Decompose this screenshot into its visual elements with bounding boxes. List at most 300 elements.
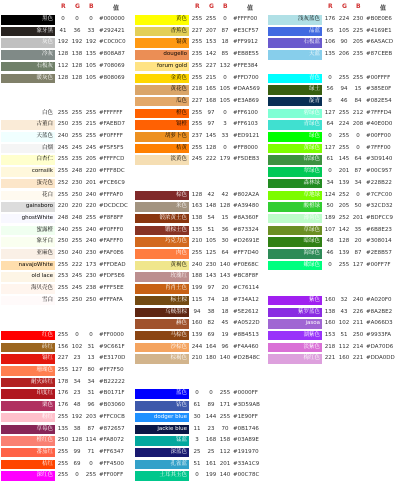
g-value: 245 bbox=[71, 144, 83, 151]
g-value: 255 bbox=[338, 261, 350, 268]
r-value: 94 bbox=[193, 308, 201, 315]
hex-value: #03A89E bbox=[233, 437, 259, 444]
g-value: 215 bbox=[205, 74, 217, 81]
color-row bbox=[268, 271, 401, 282]
hex-value: #40E0D0 bbox=[366, 121, 393, 128]
color-swatch: 印度红 bbox=[1, 389, 55, 399]
r-value: 34 bbox=[326, 179, 334, 186]
g-value: 168 bbox=[205, 437, 217, 444]
g-value: 36 bbox=[73, 27, 81, 34]
hex-value: #2E8B57 bbox=[366, 250, 392, 256]
hex-value: #00FF7F bbox=[366, 261, 391, 268]
r-value: 210 bbox=[191, 238, 203, 245]
b-value: 215 bbox=[85, 121, 97, 128]
color-swatch bbox=[268, 284, 322, 294]
b-value: 171 bbox=[219, 402, 231, 409]
hex-value: #3D59AB bbox=[233, 402, 260, 409]
color-row bbox=[135, 377, 268, 388]
r-value: 128 bbox=[191, 191, 203, 198]
hex-value: #A0522D bbox=[233, 320, 260, 327]
hex-value: #FDF5E6 bbox=[99, 273, 125, 280]
color-row bbox=[1, 435, 134, 446]
r-value: 25 bbox=[193, 448, 201, 455]
g-value: 127 bbox=[71, 367, 83, 373]
g-value: 69 bbox=[207, 331, 215, 338]
color-row bbox=[268, 84, 401, 95]
hex-value: #FF4500 bbox=[99, 460, 124, 467]
b-value: 87 bbox=[87, 425, 95, 432]
b-value: 201 bbox=[219, 460, 231, 467]
color-row bbox=[268, 318, 401, 329]
b-value: 214 bbox=[352, 343, 364, 350]
b-value: 112 bbox=[219, 448, 231, 455]
color-swatch: 黄绿色 bbox=[268, 144, 322, 154]
color-swatch: 灰色 bbox=[1, 38, 55, 48]
b-value: 208 bbox=[352, 121, 364, 128]
color-row bbox=[135, 435, 268, 446]
b-value: 230 bbox=[352, 16, 364, 22]
b-value: 255 bbox=[85, 133, 97, 139]
r-value: 240 bbox=[191, 261, 203, 268]
r-value: 128 bbox=[57, 74, 69, 81]
hex-value: #0000FF bbox=[233, 390, 258, 397]
hex-value: #D2B48C bbox=[233, 355, 260, 362]
color-row bbox=[135, 400, 268, 411]
r-value: 128 bbox=[57, 51, 69, 58]
color-swatch: 淡黄色 bbox=[135, 155, 189, 165]
g-value: 0 bbox=[75, 472, 79, 479]
r-value: 253 bbox=[57, 273, 69, 280]
b-value: 105 bbox=[219, 97, 231, 104]
r-value: 220 bbox=[57, 203, 69, 210]
color-row bbox=[1, 166, 134, 177]
color-swatch: 青绿色 bbox=[268, 120, 322, 130]
r-value: 227 bbox=[191, 97, 203, 104]
g-value: 145 bbox=[205, 133, 217, 139]
hex-value: #C0C0C0 bbox=[99, 39, 126, 46]
color-swatch: 草莓色 bbox=[1, 425, 55, 435]
r-value: 0 bbox=[328, 74, 332, 81]
hex-value: #DAA569 bbox=[233, 86, 260, 93]
r-value: 210 bbox=[191, 355, 203, 362]
g-value: 51 bbox=[340, 331, 348, 338]
color-swatch bbox=[1, 97, 55, 107]
g-value: 128 bbox=[338, 238, 350, 245]
r-value: 235 bbox=[191, 51, 203, 58]
r-value: 41 bbox=[59, 27, 67, 34]
g-value: 255 bbox=[71, 238, 83, 245]
color-swatch: 钴色 bbox=[135, 401, 189, 411]
color-row bbox=[268, 353, 401, 364]
color-row bbox=[1, 330, 134, 341]
color-row bbox=[1, 49, 134, 60]
color-swatch: 标土棕 bbox=[135, 296, 189, 306]
b-value: 0 bbox=[223, 74, 227, 81]
color-row bbox=[135, 260, 268, 271]
g-value: 192 bbox=[71, 413, 83, 420]
g-value: 205 bbox=[338, 203, 350, 210]
color-row bbox=[135, 365, 268, 376]
b-value: 235 bbox=[352, 51, 364, 58]
r-value: 51 bbox=[193, 460, 201, 467]
color-swatch: 海绿色 bbox=[268, 249, 322, 259]
r-value: 255 bbox=[191, 39, 203, 46]
color-swatch: 象牙白 bbox=[1, 237, 55, 247]
b-value: 18 bbox=[221, 308, 229, 315]
hex-value: #8A360F bbox=[233, 214, 259, 221]
color-swatch: 品蓝 bbox=[268, 27, 322, 37]
color-swatch: 森林绿 bbox=[268, 179, 322, 189]
hex-value: #708069 bbox=[99, 62, 125, 69]
hex-value: #87CEEB bbox=[366, 51, 393, 58]
b-value: 31 bbox=[87, 343, 95, 350]
r-value: 192 bbox=[57, 39, 69, 46]
color-row bbox=[1, 424, 134, 435]
b-value: 33 bbox=[221, 133, 229, 139]
color-row bbox=[1, 26, 134, 37]
hex-value: #9C661F bbox=[99, 343, 125, 350]
color-row bbox=[135, 447, 268, 458]
color-row bbox=[1, 73, 134, 84]
hex-value: #B0171F bbox=[99, 390, 125, 397]
color-row bbox=[268, 330, 401, 341]
b-value: 205 bbox=[352, 39, 364, 46]
r-value: 255 bbox=[57, 285, 69, 292]
color-swatch: 珊瑚色 bbox=[1, 366, 55, 376]
g-value: 207 bbox=[205, 27, 217, 34]
color-swatch: 镉黄 bbox=[135, 38, 189, 48]
g-value: 38 bbox=[73, 425, 81, 432]
g-value: 235 bbox=[71, 121, 83, 128]
g-value: 0 bbox=[75, 331, 79, 338]
color-swatch bbox=[268, 62, 322, 72]
r-value: 176 bbox=[57, 402, 69, 409]
header-val: 值 bbox=[113, 5, 120, 12]
color-swatch: 香蕉色 bbox=[135, 27, 189, 37]
g-value: 51 bbox=[207, 226, 215, 233]
b-value: 87 bbox=[354, 250, 362, 256]
r-value: 0 bbox=[195, 390, 199, 397]
color-swatch: cornsilk bbox=[1, 167, 55, 177]
g-value: 230 bbox=[71, 179, 83, 186]
hex-value: #228B22 bbox=[366, 179, 392, 186]
b-value: 96 bbox=[87, 402, 95, 409]
hex-value: #F0E68C bbox=[233, 261, 259, 268]
r-value: 156 bbox=[57, 343, 69, 350]
b-value: 238 bbox=[85, 285, 97, 292]
color-row bbox=[135, 14, 268, 25]
color-row bbox=[1, 459, 134, 470]
color-swatch: 桔红 bbox=[1, 460, 55, 470]
g-value: 0 bbox=[75, 16, 79, 22]
header-val: 值 bbox=[380, 5, 387, 12]
g-value: 23 bbox=[207, 425, 215, 432]
color-swatch: 粉红 bbox=[1, 413, 55, 423]
b-value: 211 bbox=[352, 320, 364, 327]
color-row bbox=[135, 178, 268, 189]
color-row bbox=[1, 412, 134, 423]
color-swatch: old lace bbox=[1, 272, 55, 282]
hex-value: #FA8072 bbox=[99, 437, 125, 444]
g-value: 245 bbox=[71, 285, 83, 292]
header-b: B bbox=[223, 3, 228, 10]
color-swatch: 草绿色 bbox=[268, 226, 322, 236]
b-value: 105 bbox=[219, 86, 231, 93]
color-swatch: 白杏仁 bbox=[1, 155, 55, 165]
column-header bbox=[1, 0, 134, 14]
color-row bbox=[268, 49, 401, 60]
g-value: 230 bbox=[205, 261, 217, 268]
hex-value: #808069 bbox=[99, 74, 125, 81]
r-value: 115 bbox=[191, 296, 203, 303]
color-swatch: 巧克力色 bbox=[135, 237, 189, 247]
hex-value: #F8F8FF bbox=[99, 214, 124, 221]
color-row bbox=[268, 26, 401, 37]
r-value: 138 bbox=[191, 214, 203, 221]
color-row bbox=[1, 225, 134, 236]
color-row bbox=[135, 225, 268, 236]
hex-value: #FF6100 bbox=[233, 109, 258, 116]
hex-value: #00FF00 bbox=[366, 133, 391, 139]
b-value: 71 bbox=[87, 448, 95, 455]
r-value: 64 bbox=[326, 121, 334, 128]
hex-value: #5E2612 bbox=[233, 308, 259, 315]
color-swatch: 雪白 bbox=[1, 296, 55, 306]
b-value: 85 bbox=[221, 51, 229, 58]
color-row bbox=[135, 459, 268, 470]
hex-value: #FAEBD7 bbox=[99, 121, 126, 128]
g-value: 192 bbox=[71, 39, 83, 46]
r-value: 30 bbox=[193, 413, 201, 420]
color-row bbox=[268, 143, 401, 154]
hex-value: #FFFAFA bbox=[99, 296, 123, 303]
hex-value: #FFFFFF bbox=[99, 109, 123, 116]
color-row bbox=[1, 388, 134, 399]
color-swatch: 梅红色 bbox=[268, 354, 322, 364]
b-value: 230 bbox=[85, 250, 97, 256]
color-swatch: 镉红 bbox=[1, 354, 55, 364]
color-row bbox=[1, 271, 134, 282]
r-value: 188 bbox=[191, 273, 203, 280]
hex-value: #ED9121 bbox=[233, 133, 260, 139]
r-value: 255 bbox=[57, 472, 69, 479]
hex-value: #FFF5EE bbox=[99, 285, 124, 292]
color-swatch: 孔雀蓝 bbox=[135, 460, 189, 470]
hex-value: #734A12 bbox=[233, 296, 259, 303]
color-row bbox=[1, 108, 134, 119]
color-row bbox=[1, 365, 134, 376]
r-value: 255 bbox=[191, 250, 203, 256]
color-row bbox=[135, 49, 268, 60]
g-value: 165 bbox=[205, 86, 217, 93]
r-value: 11 bbox=[193, 425, 201, 432]
color-row bbox=[1, 190, 134, 201]
g-value: 255 bbox=[71, 226, 83, 233]
color-row bbox=[135, 190, 268, 201]
hex-value: #33A1C9 bbox=[233, 460, 260, 467]
color-swatch: navajoWhite bbox=[1, 261, 55, 271]
color-row bbox=[1, 260, 134, 271]
r-value: 8 bbox=[328, 97, 332, 104]
color-row bbox=[268, 178, 401, 189]
color-swatch: 冷灰 bbox=[1, 50, 55, 60]
r-value: 176 bbox=[57, 390, 69, 397]
g-value: 245 bbox=[71, 273, 83, 280]
g-value: 23 bbox=[73, 390, 81, 397]
color-row bbox=[135, 283, 268, 294]
g-value: 42 bbox=[207, 191, 215, 198]
r-value: 227 bbox=[57, 355, 69, 362]
color-row bbox=[268, 166, 401, 177]
hex-value: #F4A460 bbox=[233, 343, 259, 350]
g-value: 168 bbox=[205, 97, 217, 104]
r-value: 255 bbox=[57, 448, 69, 455]
header-val: 值 bbox=[247, 5, 254, 12]
hex-value: #873324 bbox=[233, 226, 259, 233]
color-row bbox=[268, 213, 401, 224]
color-row bbox=[1, 61, 134, 72]
b-value: 13 bbox=[87, 355, 95, 362]
r-value: 240 bbox=[57, 133, 69, 139]
color-row bbox=[1, 96, 134, 107]
color-row bbox=[268, 73, 401, 84]
color-swatch: 瓜色 bbox=[135, 97, 189, 107]
hex-value: #7CFC00 bbox=[366, 191, 392, 198]
color-swatch: 翠绿色 bbox=[268, 167, 322, 177]
color-swatch: 番茄红 bbox=[1, 448, 55, 458]
hex-value: #FF7F50 bbox=[99, 367, 124, 373]
hex-value: #FFF8DC bbox=[99, 168, 125, 175]
color-row bbox=[135, 108, 268, 119]
color-swatch: 黄色 bbox=[135, 15, 189, 25]
b-value: 42 bbox=[221, 191, 229, 198]
color-row bbox=[1, 143, 134, 154]
r-value: 127 bbox=[324, 144, 336, 151]
hex-value: #3D9140 bbox=[366, 156, 393, 163]
hex-value: #BC8F8F bbox=[233, 273, 259, 280]
hex-value: #292421 bbox=[99, 27, 125, 34]
color-swatch: 马棕色 bbox=[135, 331, 189, 341]
hex-value: #000000 bbox=[99, 16, 125, 22]
b-value: 30 bbox=[221, 238, 229, 245]
g-value: 255 bbox=[338, 74, 350, 81]
g-value: 48 bbox=[73, 402, 81, 409]
color-swatch: ghostWhite bbox=[1, 214, 55, 224]
r-value: 178 bbox=[57, 378, 69, 385]
hex-value: #00C78C bbox=[233, 472, 260, 479]
header-g: G bbox=[209, 3, 214, 10]
hex-value: #802A2A bbox=[233, 191, 260, 198]
hex-value: #A066D3 bbox=[366, 320, 393, 327]
hex-value: #DA70D6 bbox=[366, 343, 394, 350]
b-value: 173 bbox=[85, 261, 97, 268]
b-value: 15 bbox=[221, 214, 229, 221]
r-value: 255 bbox=[57, 191, 69, 198]
g-value: 222 bbox=[71, 261, 83, 268]
b-value: 20 bbox=[354, 238, 362, 245]
color-row bbox=[135, 26, 268, 37]
g-value: 112 bbox=[338, 343, 350, 350]
color-swatch: 黄花色 bbox=[135, 85, 189, 95]
color-row bbox=[135, 73, 268, 84]
color-row bbox=[135, 143, 268, 154]
g-value: 102 bbox=[71, 343, 83, 350]
color-swatch bbox=[135, 366, 189, 376]
b-value: 87 bbox=[354, 168, 362, 175]
b-value: 0 bbox=[356, 191, 360, 198]
color-row bbox=[135, 154, 268, 165]
r-value: 0 bbox=[328, 133, 332, 139]
color-row bbox=[135, 236, 268, 247]
r-value: 135 bbox=[191, 226, 203, 233]
hex-value: #F5DEB3 bbox=[233, 156, 260, 163]
color-swatch: dougello bbox=[135, 50, 189, 60]
b-value: 0 bbox=[89, 16, 93, 22]
g-value: 138 bbox=[71, 51, 83, 58]
r-value: 244 bbox=[191, 343, 203, 350]
g-value: 144 bbox=[205, 413, 217, 420]
b-value: 220 bbox=[85, 168, 97, 175]
b-value: 0 bbox=[356, 133, 360, 139]
b-value: 135 bbox=[85, 51, 97, 58]
hex-value: #C76114 bbox=[233, 285, 259, 292]
b-value: 240 bbox=[85, 238, 97, 245]
color-swatch: 蜜露橙 bbox=[1, 226, 55, 236]
color-swatch: 淡紫色 bbox=[268, 343, 322, 353]
color-swatch: 深蓝色 bbox=[135, 448, 189, 458]
r-value: 61 bbox=[326, 156, 334, 163]
hex-value: #B03060 bbox=[99, 402, 125, 409]
color-row bbox=[268, 190, 401, 201]
b-value: 105 bbox=[85, 74, 97, 81]
r-value: 50 bbox=[326, 203, 334, 210]
color-row bbox=[1, 131, 134, 142]
color-row bbox=[135, 248, 268, 259]
g-value: 255 bbox=[338, 133, 350, 139]
color-swatch: 米色 bbox=[135, 202, 189, 212]
r-value: 127 bbox=[324, 109, 336, 116]
hex-value: #F0FFFF bbox=[99, 133, 123, 139]
b-value: 158 bbox=[219, 437, 231, 444]
r-value: 245 bbox=[57, 144, 69, 151]
r-value: 255 bbox=[57, 261, 69, 268]
hex-value: #FFC0CB bbox=[99, 413, 125, 420]
color-row bbox=[268, 61, 401, 72]
color-row bbox=[268, 236, 401, 247]
color-swatch: 浅灰蓝色 bbox=[268, 15, 322, 25]
hex-value: #FFD700 bbox=[233, 74, 259, 81]
color-row bbox=[135, 131, 268, 142]
r-value: 135 bbox=[324, 51, 336, 58]
color-row bbox=[1, 295, 134, 306]
color-row bbox=[268, 96, 401, 107]
b-value: 87 bbox=[221, 27, 229, 34]
r-value: 227 bbox=[191, 27, 203, 34]
b-value: 250 bbox=[352, 331, 364, 338]
g-value: 38 bbox=[207, 308, 215, 315]
hex-value: #872657 bbox=[99, 425, 125, 432]
hex-value: #9933FA bbox=[366, 331, 392, 338]
color-row bbox=[1, 353, 134, 364]
r-value: 255 bbox=[57, 109, 69, 116]
color-swatch: 石板蓝 bbox=[268, 38, 322, 48]
r-value: 255 bbox=[191, 121, 203, 128]
b-value: 31 bbox=[87, 390, 95, 397]
r-value: 245 bbox=[191, 156, 203, 163]
b-value: 140 bbox=[219, 261, 231, 268]
r-value: 3 bbox=[195, 437, 199, 444]
b-value: 0 bbox=[223, 16, 227, 22]
